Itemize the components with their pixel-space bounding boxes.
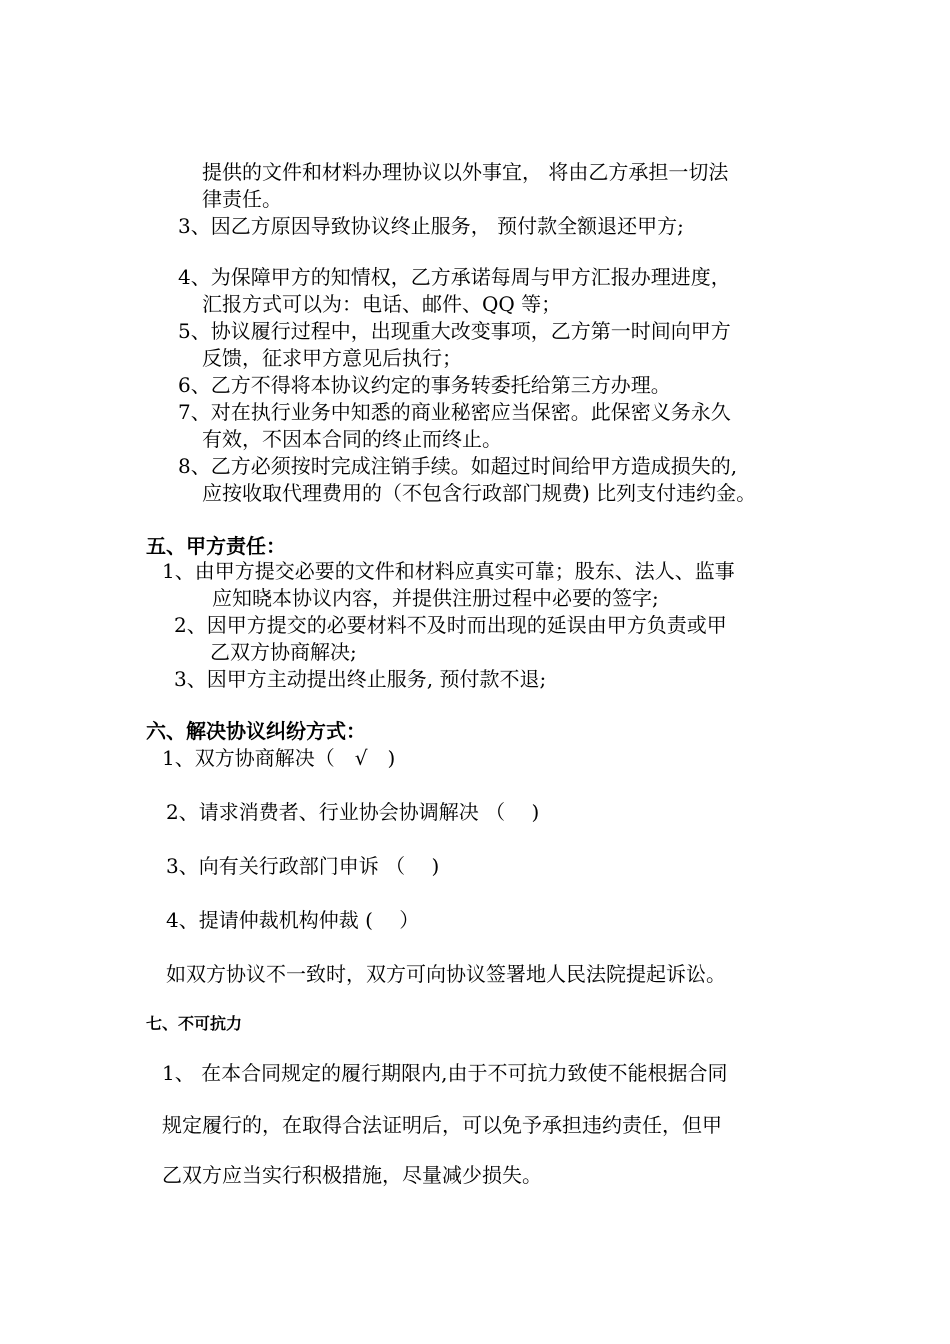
- section7-paragraph-line2: 规定履行的，在取得合法证明后，可以免予承担违约责任，但甲: [162, 1113, 722, 1137]
- section5-title: 五、甲方责任：: [146, 534, 286, 558]
- section5-item1-line1: 1、由甲方提交必要的文件和材料应真实可靠；股东、法人、监事: [162, 559, 735, 583]
- section4-item2-line2: 律责任。: [202, 187, 282, 211]
- section7-paragraph-line1: 1、 在本合同规定的履行期限内,由于不可抗力致使不能根据合同: [162, 1061, 728, 1085]
- section5-item3: 3、因甲方主动提出终止服务, 预付款不退;: [174, 667, 547, 691]
- section4-item8-line1: 8、乙方必须按时完成注销手续。如超过时间给甲方造成损失的,: [178, 454, 738, 478]
- section5-item2-line1: 2、因甲方提交的必要材料不及时而出现的延误由甲方负责或甲: [174, 613, 727, 637]
- section7-title: 七、不可抗力: [146, 1014, 243, 1033]
- section6-option3: 3、向有关行政部门申诉 （ ): [166, 854, 440, 878]
- section6-title: 六、解决协议纠纷方式：: [146, 719, 366, 743]
- section5-item2-line2: 乙双方协商解决;: [210, 640, 357, 664]
- section6-option1: 1、双方协商解决（ √ ): [162, 746, 396, 770]
- section4-item5-line1: 5、协议履行过程中，出现重大改变事项，乙方第一时间向甲方: [178, 319, 731, 343]
- section6-option4: 4、提请仲裁机构仲裁 ( ）: [166, 908, 420, 932]
- section4-item4-line2: 汇报方式可以为：电话、邮件、QQ 等；: [202, 292, 562, 316]
- section4-item7-line1: 7、对在执行业务中知悉的商业秘密应当保密。此保密义务永久: [178, 400, 731, 424]
- section4-item7-line2: 有效，不因本合同的终止而终止。: [202, 427, 502, 451]
- section4-item3: 3、因乙方原因导致协议终止服务， 预付款全额退还甲方;: [178, 214, 684, 238]
- section5-item1-line2: 应知晓本协议内容，并提供注册过程中必要的签字;: [212, 586, 659, 610]
- section4-item6: 6、乙方不得将本协议约定的事务转委托给第三方办理。: [178, 373, 671, 397]
- section4-item4-line1: 4、为保障甲方的知情权，乙方承诺每周与甲方汇报办理进度，: [178, 265, 731, 289]
- section6-option2: 2、请求消费者、行业协会协调解决 （ ): [166, 800, 540, 824]
- section7-paragraph-line3: 乙双方应当实行积极措施，尽量减少损失。: [162, 1163, 542, 1187]
- section4-item8-line2: 应按收取代理费用的（不包含行政部门规费) 比列支付违约金。: [202, 481, 757, 505]
- section4-item2-line1: 提供的文件和材料办理协议以外事宜， 将由乙方承担一切法: [202, 160, 729, 184]
- section4-item5-line2: 反馈，征求甲方意见后执行；: [202, 346, 462, 370]
- section6-note: 如双方协议不一致时，双方可向协议签署地人民法院提起诉讼。: [166, 962, 726, 986]
